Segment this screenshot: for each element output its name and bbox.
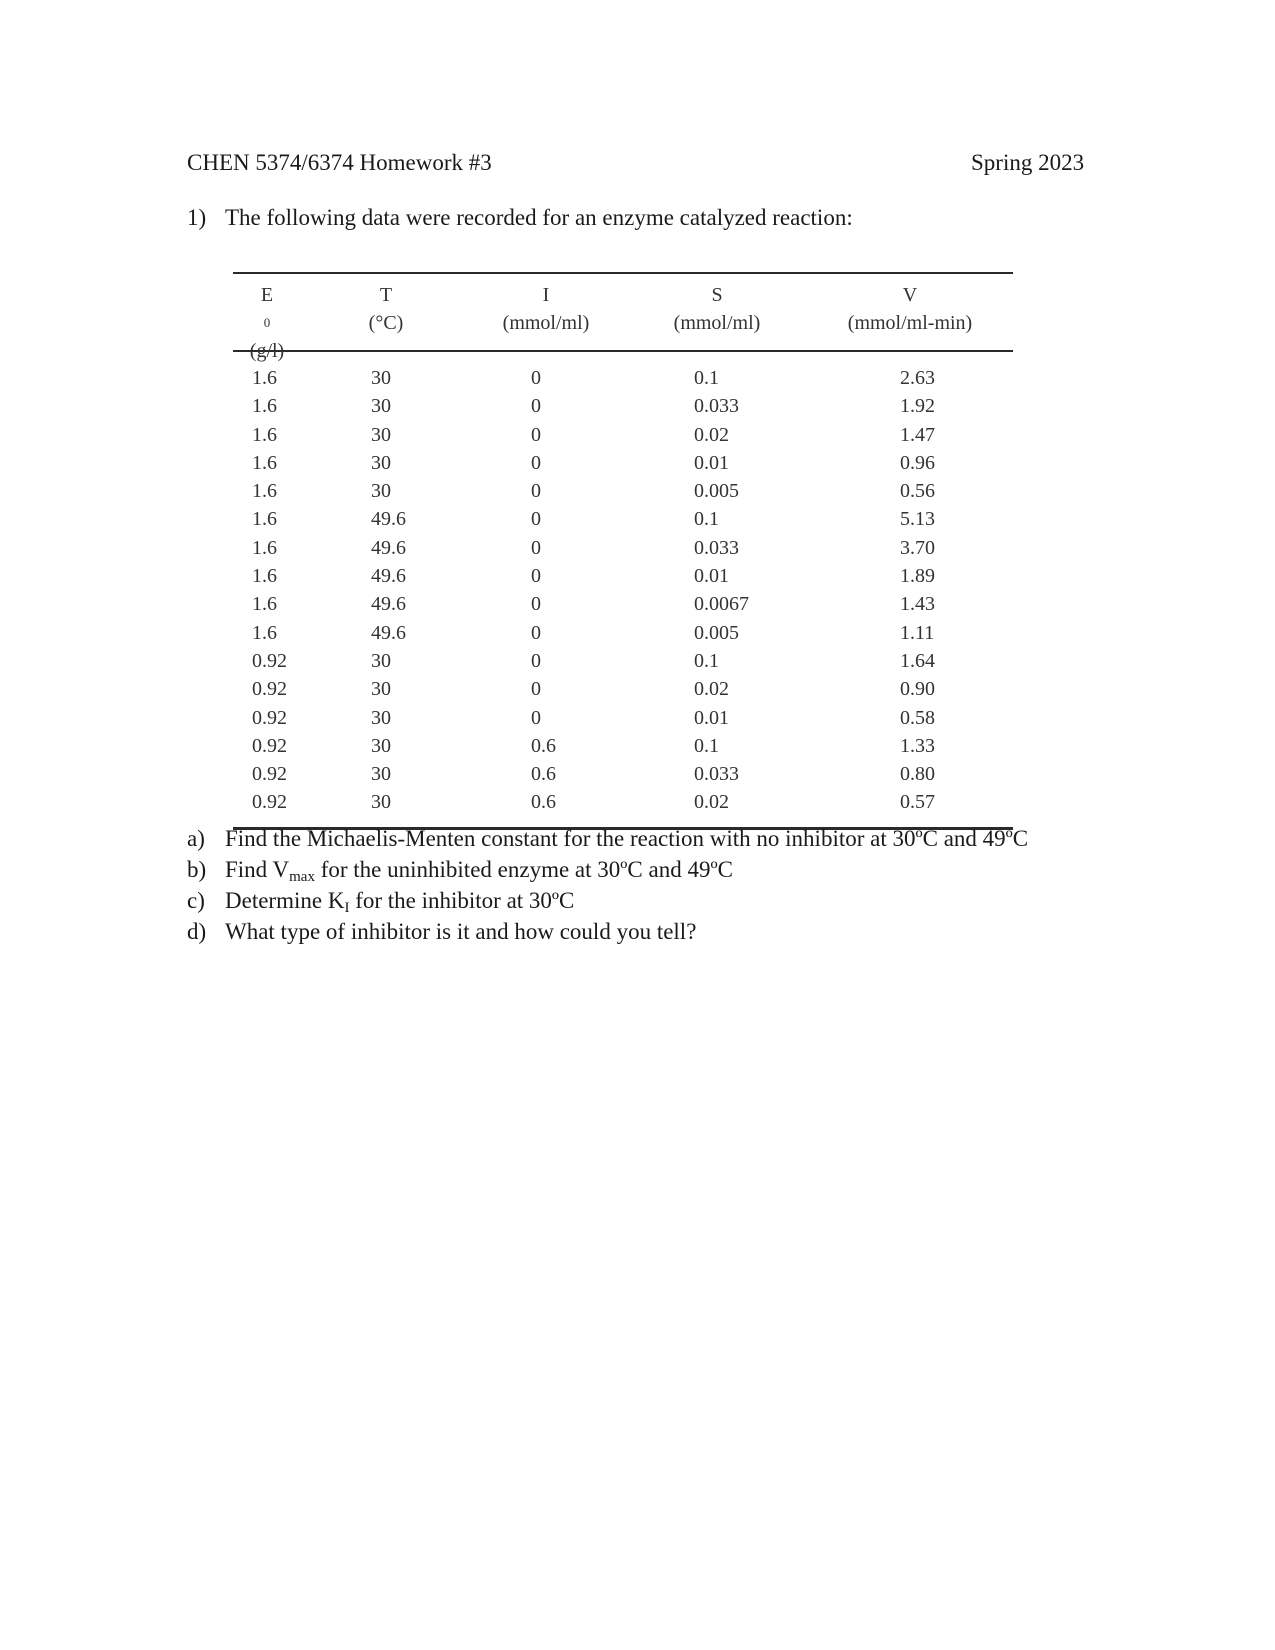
question-1 xyxy=(187,205,853,231)
table-cell: 1.6 xyxy=(252,395,277,418)
column-i xyxy=(531,364,571,817)
table-cell: 0.96 xyxy=(900,451,935,474)
table-cell: 0 xyxy=(531,678,541,701)
table-top-rule xyxy=(233,272,1013,274)
table-cell: 0 xyxy=(531,565,541,588)
table-cell: 1.6 xyxy=(252,451,277,474)
table-cell: 0 xyxy=(531,536,541,559)
table-cell: 0.80 xyxy=(900,763,935,786)
subquestion-text: Find the Michaelis-Menten constant for the reaction with no inhibitor at 30ºC and 49ºC xyxy=(225,826,1029,851)
table-cell: 1.6 xyxy=(252,621,277,644)
table-cell: 0.92 xyxy=(252,763,287,786)
table-cell: 3.70 xyxy=(900,536,935,559)
subquestion-a xyxy=(187,826,1028,852)
table-cell: 49.6 xyxy=(371,565,406,588)
table-cell: 0.1 xyxy=(694,649,719,672)
table-cell: 0.92 xyxy=(252,734,287,757)
table-cell: 1.11 xyxy=(900,621,935,644)
subquestion-b xyxy=(187,857,733,886)
table-cell: 30 xyxy=(371,367,391,389)
table-cell: 0.6 xyxy=(531,791,556,814)
table-cell: 0 xyxy=(531,508,541,531)
table-cell: 0 xyxy=(531,480,541,503)
header-s xyxy=(652,281,782,337)
table-cell: 0 xyxy=(531,593,541,616)
subquestion-letter: d) xyxy=(187,919,207,944)
table-cell: 0.01 xyxy=(694,565,729,588)
table-cell: 2.63 xyxy=(900,367,935,389)
table-cell: 0.92 xyxy=(252,706,287,729)
table-cell: 30 xyxy=(371,734,391,757)
table-cell: 0.58 xyxy=(900,706,935,729)
table-cell: 30 xyxy=(371,706,391,729)
table-cell: 1.6 xyxy=(252,423,277,446)
subquestion-text: What type of inhibitor is it and how could you tell? xyxy=(225,919,697,944)
table-cell: 49.6 xyxy=(371,621,406,644)
table-cell: 30 xyxy=(371,451,391,474)
table-cell: 49.6 xyxy=(371,593,406,616)
ki-subscript: I xyxy=(344,900,350,916)
header-v-symbol: V xyxy=(902,284,918,306)
header-e0-symbol: E xyxy=(260,284,274,306)
header-e0 xyxy=(237,281,297,365)
table-cell: 0 xyxy=(531,621,541,644)
subquestion-text: Find $V_{max}$ for the uninhibited enzyme at 30ºC and 49ºC xyxy=(225,857,733,885)
table-cell: 1.6 xyxy=(252,593,277,616)
table-cell: 1.92 xyxy=(900,395,935,418)
table-cell: 1.6 xyxy=(252,565,277,588)
header-t xyxy=(351,281,421,337)
table-cell: 0.02 xyxy=(694,791,729,814)
vmax-subscript: max xyxy=(289,869,315,885)
header-i-unit: (mmol/ml) xyxy=(502,312,590,334)
subquestion-d xyxy=(187,919,696,945)
table-cell: 30 xyxy=(371,791,391,814)
table-cell: 1.6 xyxy=(252,536,277,559)
question-text: The following data were recorded for an enzyme catalyzed reaction: xyxy=(225,205,853,230)
column-v xyxy=(900,364,960,817)
table-cell: 0.005 xyxy=(694,480,739,503)
header-v-unit: (mmol/ml-min) xyxy=(847,312,973,334)
header-i-symbol: I xyxy=(542,284,550,306)
table-cell: 0.005 xyxy=(694,621,739,644)
table-cell: 0.6 xyxy=(531,763,556,786)
table-cell: 1.6 xyxy=(252,508,277,531)
table-cell: 1.89 xyxy=(900,565,935,588)
table-cell: 0 xyxy=(531,367,541,389)
subquestion-c xyxy=(187,888,574,917)
table-cell: 1.43 xyxy=(900,593,935,616)
table-cell: 0.033 xyxy=(694,763,739,786)
table-cell: 0.92 xyxy=(252,678,287,701)
table-cell: 0.1 xyxy=(694,367,719,389)
table-cell: 30 xyxy=(371,678,391,701)
table-cell: 1.33 xyxy=(900,734,935,757)
table-cell: 30 xyxy=(371,649,391,672)
header-t-symbol: T xyxy=(379,284,393,306)
data-table xyxy=(233,272,1013,832)
column-t xyxy=(371,364,431,817)
header-e0-sub: 0 xyxy=(263,315,271,330)
table-cell: 0.02 xyxy=(694,678,729,701)
table-cell: 0.6 xyxy=(531,734,556,757)
header-e0-unit: (g/l) xyxy=(249,340,285,362)
table-cell: 1.6 xyxy=(252,367,277,389)
table-cell: 0.033 xyxy=(694,536,739,559)
table-cell: 0.90 xyxy=(900,678,935,701)
question-number: 1) xyxy=(187,205,207,230)
table-cell: 0.033 xyxy=(694,395,739,418)
subquestion-letter: c) xyxy=(187,888,205,913)
table-cell: 0.92 xyxy=(252,791,287,814)
table-cell: 0 xyxy=(531,649,541,672)
table-cell: 0 xyxy=(531,706,541,729)
subquestion-letter: b) xyxy=(187,857,207,882)
table-cell: 0.01 xyxy=(694,706,729,729)
column-e0 xyxy=(252,364,312,817)
table-cell: 30 xyxy=(371,423,391,446)
header-t-unit: (°C) xyxy=(368,312,404,334)
table-cell: 5.13 xyxy=(900,508,935,531)
table-cell: 0.0067 xyxy=(694,593,749,616)
column-s xyxy=(694,364,774,817)
table-cell: 0 xyxy=(531,395,541,418)
header-i xyxy=(481,281,611,337)
table-cell: 1.64 xyxy=(900,649,935,672)
table-cell: 49.6 xyxy=(371,508,406,531)
table-cell: 0.1 xyxy=(694,508,719,531)
course-title: CHEN 5374/6374 Homework #3 xyxy=(187,150,492,175)
table-cell: 1.47 xyxy=(900,423,935,446)
term-label: Spring 2023 xyxy=(971,150,1085,175)
table-cell: 0.1 xyxy=(694,734,719,757)
header-v xyxy=(830,281,990,337)
table-cell: 30 xyxy=(371,395,391,418)
table-cell: 0 xyxy=(531,423,541,446)
table-cell: 0.02 xyxy=(694,423,729,446)
table-cell: 0.01 xyxy=(694,451,729,474)
table-header-rule xyxy=(233,350,1013,352)
subquestion-text: Determine $K_I$ for the inhibitor at 30ºC xyxy=(225,888,575,916)
header-s-symbol: S xyxy=(711,284,723,306)
table-cell: 0.56 xyxy=(900,480,935,503)
table-cell: 0.57 xyxy=(900,791,935,814)
header-s-unit: (mmol/ml) xyxy=(673,312,761,334)
table-cell: 49.6 xyxy=(371,536,406,559)
table-cell: 0 xyxy=(531,451,541,474)
table-cell: 30 xyxy=(371,763,391,786)
table-cell: 1.6 xyxy=(252,480,277,503)
table-cell: 0.92 xyxy=(252,649,287,672)
table-cell: 30 xyxy=(371,480,391,503)
subquestion-letter: a) xyxy=(187,826,205,851)
